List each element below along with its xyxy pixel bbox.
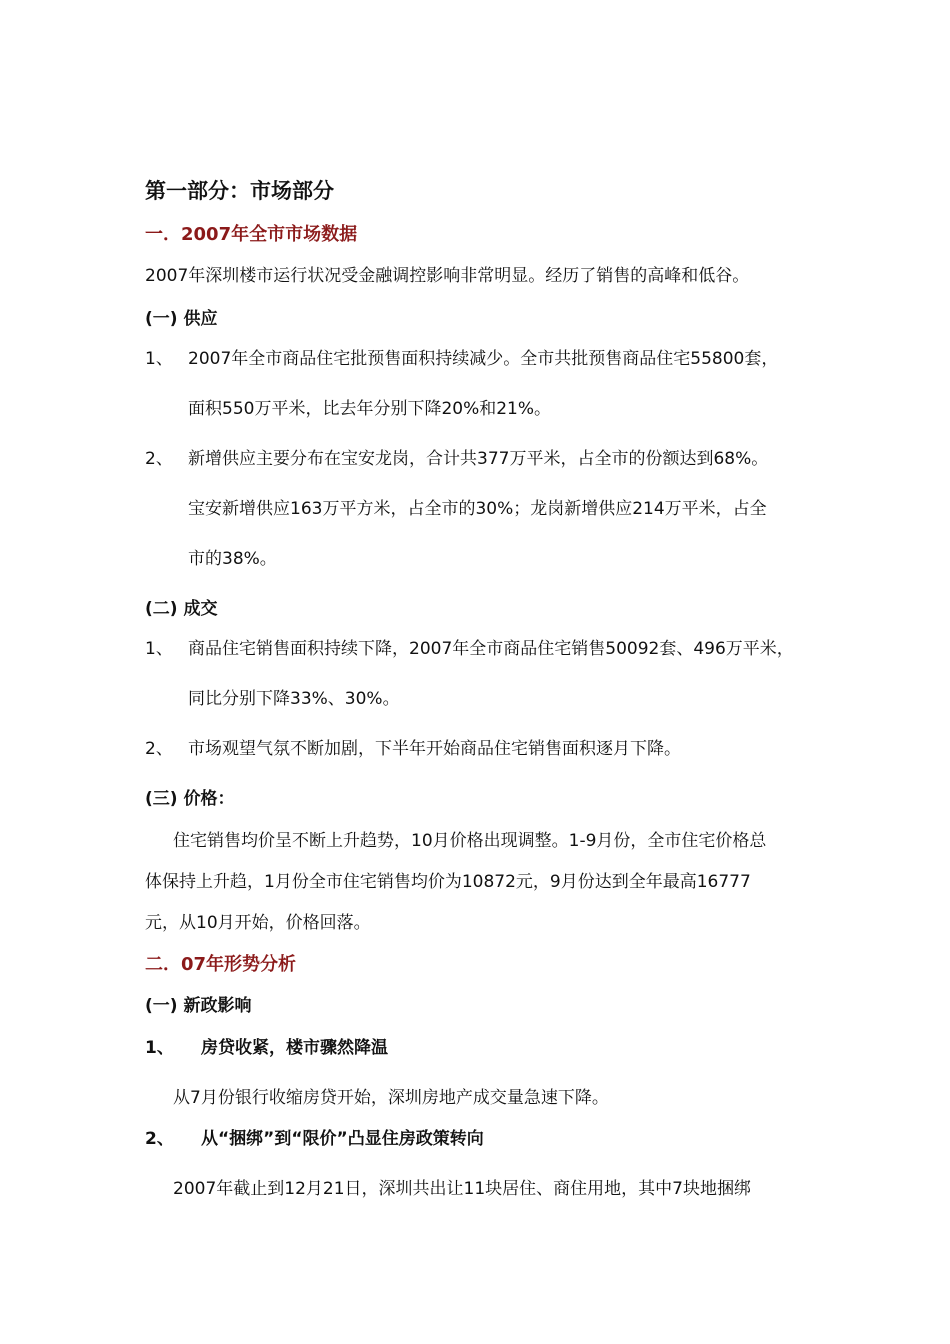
policy-item1-number: 1、: [145, 1038, 174, 1058]
deal-item1-line1: 商品住宅销售面积持续下降，2007年全市商品住宅销售50092套、496万平米，: [188, 639, 794, 659]
supply-item2-line2: 宝安新增供应163万平方米，占全市的30%；龙岗新增供应214万平米，占全: [188, 499, 767, 519]
supply-item2-line1: 新增供应主要分布在宝安龙岗，合计共377万平米，占全市的份额达到68%。: [188, 449, 769, 469]
supply-item2-line3: 市的38%。: [188, 549, 277, 569]
price-paragraph-line2: 体保持上升趋，1月份全市住宅销售均价为10872元，9月份达到全年最高16777: [145, 872, 751, 892]
policy-heading: (一) 新政影响: [145, 996, 252, 1016]
deal-heading: (二) 成交: [145, 599, 218, 619]
deal-item2-line1: 市场观望气氛不断加剧，下半年开始商品住宅销售面积逐月下降。: [188, 739, 681, 759]
deal-item1-line2: 同比分别下降33%、30%。: [188, 689, 400, 709]
section2-heading: 二．07年形势分析: [145, 954, 297, 975]
policy-item2-text: 2007年截止到12月21日，深圳共出让11块居住、商住用地，其中7块地捆绑: [173, 1179, 751, 1199]
supply-heading: (一) 供应: [145, 309, 218, 329]
supply-item1-line2: 面积550万平米，比去年分别下降20%和21%。: [188, 399, 552, 419]
policy-item2-title: 从“捆绑”到“限价”凸显住房政策转向: [201, 1129, 484, 1149]
price-heading: (三) 价格：: [145, 789, 235, 809]
section1-intro: 2007年深圳楼市运行状况受金融调控影响非常明显。经历了销售的高峰和低谷。: [145, 266, 750, 286]
deal-item1-number: 1、: [145, 639, 173, 659]
deal-item2-number: 2、: [145, 739, 173, 759]
part-title: 第一部分：市场部分: [145, 179, 334, 203]
section1-heading: 一．2007年全市市场数据: [145, 224, 358, 245]
policy-item1-title: 房贷收紧，楼市骤然降温: [201, 1038, 388, 1058]
supply-item1-line1: 2007年全市商品住宅批预售面积持续减少。全市共批预售商品住宅55800套，: [188, 349, 779, 369]
policy-item2-number: 2、: [145, 1129, 174, 1149]
supply-item2-number: 2、: [145, 449, 173, 469]
price-paragraph-line3: 元，从10月开始，价格回落。: [145, 913, 371, 933]
price-paragraph-line1: 住宅销售均价呈不断上升趋势，10月价格出现调整。1-9月份，全市住宅价格总: [173, 831, 767, 851]
supply-item1-number: 1、: [145, 349, 173, 369]
policy-item1-text: 从7月份银行收缩房贷开始，深圳房地产成交量急速下降。: [173, 1088, 609, 1108]
